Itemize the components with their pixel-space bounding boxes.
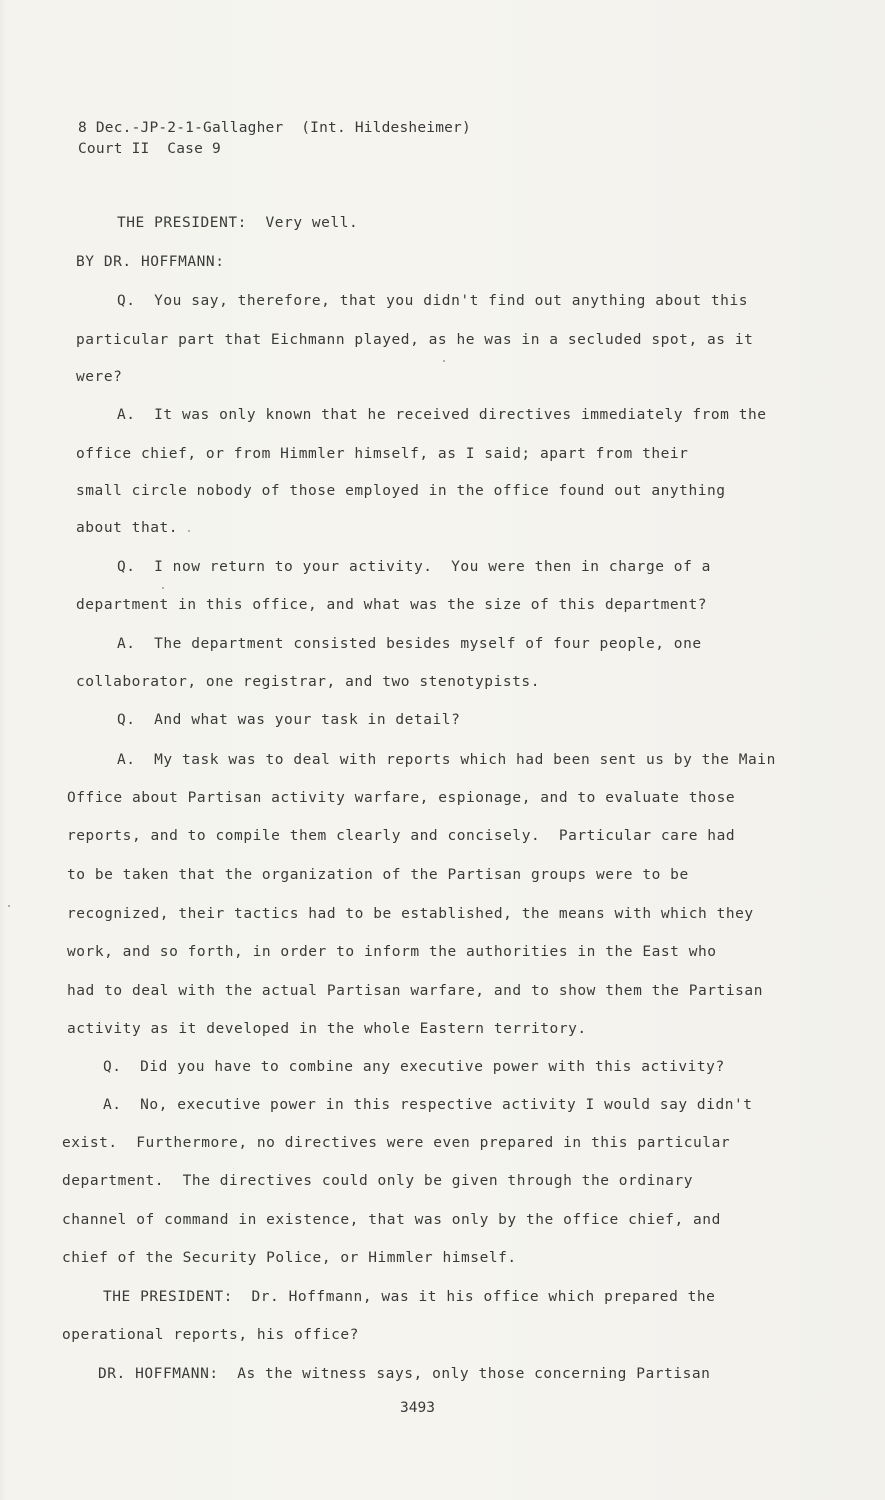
text-line: Q. I now return to your activity. You were then in charge of a xyxy=(117,559,711,575)
text-line: to be taken that the organization of the Partisan groups were to be xyxy=(67,867,689,883)
text-line: recognized, their tactics had to be established, the means with which they xyxy=(67,906,754,922)
text-line: particular part that Eichmann played, as he was in a secluded spot, as it xyxy=(76,332,754,348)
text-line: chief of the Security Police, or Himmler himself. xyxy=(62,1250,517,1266)
text-line: A. The department consisted besides myself of four people, one xyxy=(117,636,702,652)
text-line: Q. You say, therefore, that you didn't find out anything about this xyxy=(117,293,749,309)
paper-speck xyxy=(188,530,190,532)
text-line: Q. Did you have to combine any executive power with this activity? xyxy=(103,1059,725,1075)
text-line: THE PRESIDENT: Dr. Hoffmann, was it his office which prepared the xyxy=(103,1289,716,1305)
text-line: BY DR. HOFFMANN: xyxy=(76,254,225,270)
text-line: DR. HOFFMANN: As the witness says, only those concerning Partisan xyxy=(98,1366,711,1382)
text-line: A. It was only known that he received directives immediately from the xyxy=(117,407,767,423)
text-line: had to deal with the actual Partisan warfare, and to show them the Partisan xyxy=(67,983,763,999)
text-line: were? xyxy=(76,369,123,385)
text-line: about that. xyxy=(76,520,179,536)
text-line: work, and so forth, in order to inform the authorities in the East who xyxy=(67,944,717,960)
text-line: channel of command in existence, that was only by the office chief, and xyxy=(62,1212,721,1228)
text-line: department in this office, and what was the size of this department? xyxy=(76,597,708,613)
text-line: operational reports, his office? xyxy=(62,1327,359,1343)
text-line: department. The directives could only be given through the ordinary xyxy=(62,1173,694,1189)
page-number: 3493 xyxy=(400,1400,435,1416)
text-line: collaborator, one registrar, and two stenotypists. xyxy=(76,674,540,690)
text-line: reports, and to compile them clearly and concisely. Particular care had xyxy=(67,828,736,844)
text-line: Office about Partisan activity warfare, espionage, and to evaluate those xyxy=(67,790,736,806)
text-line: A. No, executive power in this respective activity I would say didn't xyxy=(103,1097,753,1113)
text-line: office chief, or from Himmler himself, as I said; apart from their xyxy=(76,446,689,462)
text-line: small circle nobody of those employed in the office found out anything xyxy=(76,483,726,499)
paper-speck xyxy=(443,360,445,362)
paper-speck xyxy=(8,905,10,907)
document-header xyxy=(78,118,471,160)
header-line-2: Court II Case 9 xyxy=(78,141,221,157)
text-line: activity as it developed in the whole Eastern territory. xyxy=(67,1021,587,1037)
header-line-1: 8 Dec.-JP-2-1-Gallagher (Int. Hildesheimer) xyxy=(78,120,471,136)
paper-speck xyxy=(162,587,164,589)
text-line: A. My task was to deal with reports which had been sent us by the Main xyxy=(117,752,776,768)
text-line: THE PRESIDENT: Very well. xyxy=(117,215,359,231)
text-line: exist. Furthermore, no directives were even prepared in this particular xyxy=(62,1135,731,1151)
text-line: Q. And what was your task in detail? xyxy=(117,712,461,728)
